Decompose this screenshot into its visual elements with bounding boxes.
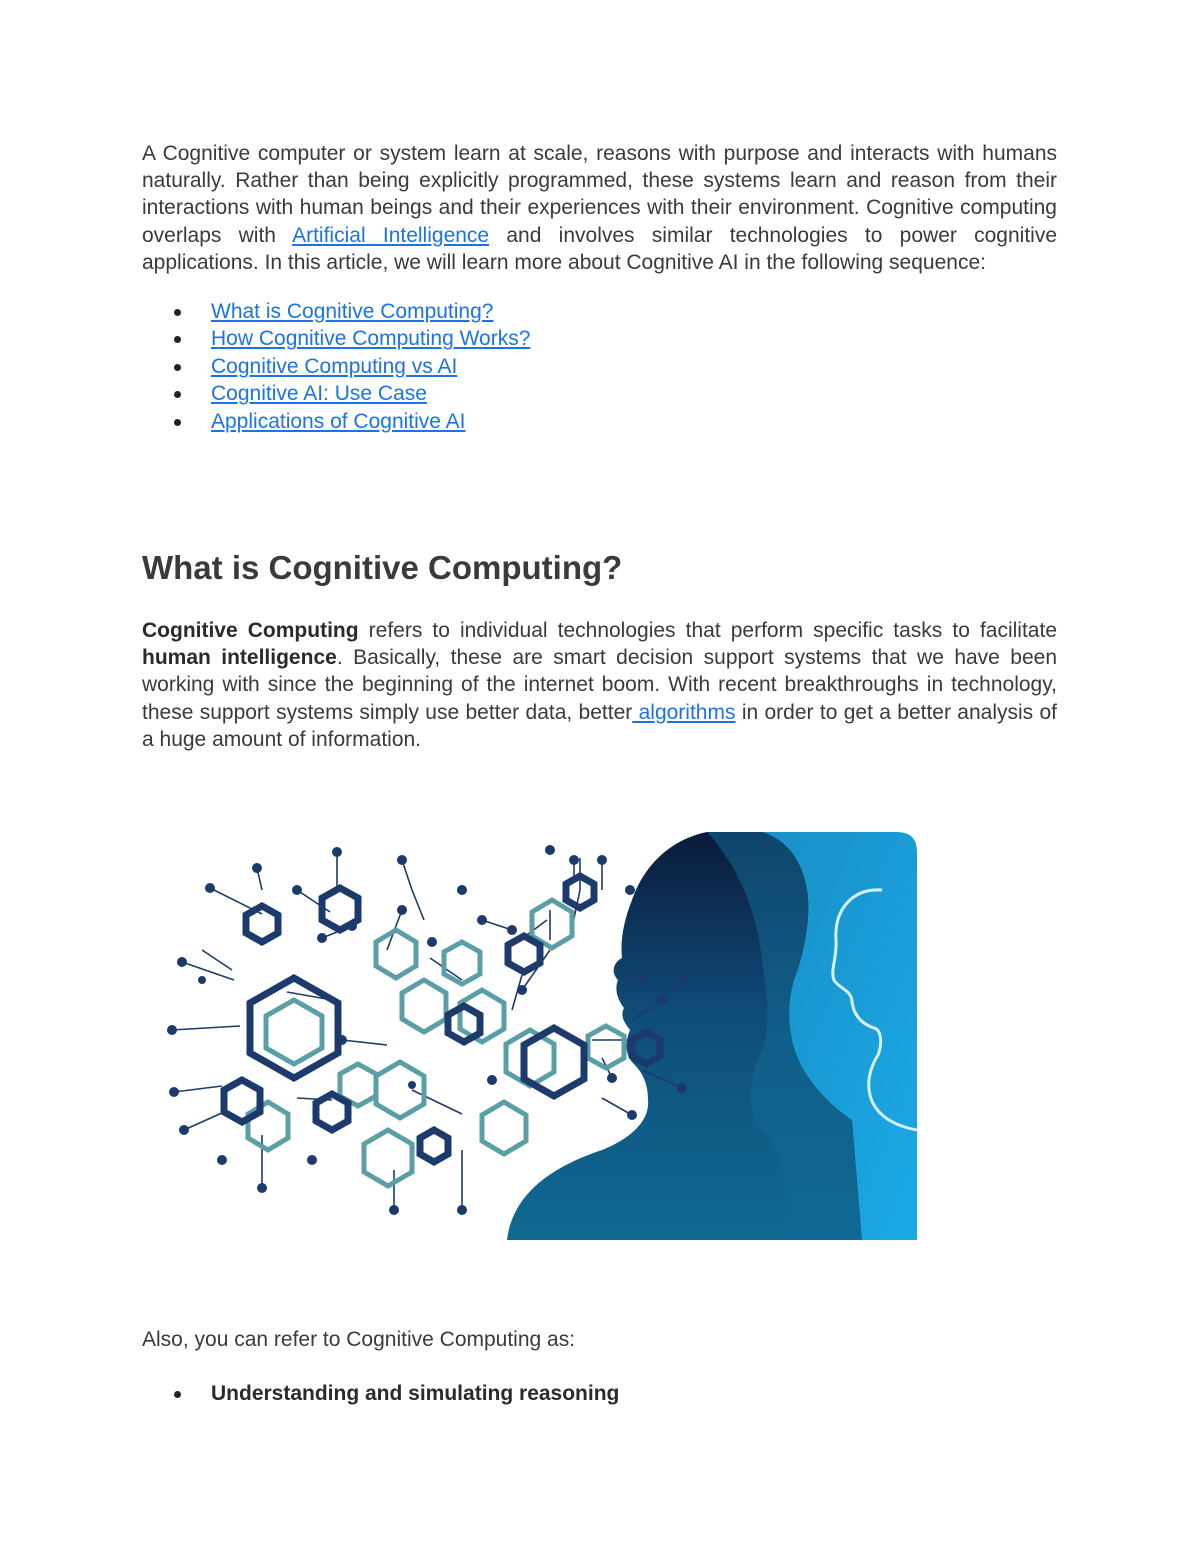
section-text-3: in order to get a better analysis of a huge amount of information. (142, 700, 1058, 751)
aspect-item-label: Understanding and simulating reasoning (211, 1382, 620, 1405)
bullet-icon (174, 364, 181, 371)
toc-item (174, 408, 1057, 435)
term-human-intelligence: human intelligence (142, 646, 337, 670)
intro-paragraph (142, 140, 1057, 276)
toc-item (174, 353, 1057, 380)
document-page (142, 140, 1058, 1405)
cognitive-illustration (162, 830, 918, 1242)
section-text-1: refers to individual technologies that perform specific tasks to facilitate (358, 619, 1058, 642)
aspect-item (174, 1380, 619, 1407)
intro-text-1: A Cognitive computer or system learn at scale, reasons with purpose and interacts with humans naturally. Rather than being explicitly programmed, these systems learn and reason from their interactions with human beings and their experiences with their environment. Cognitive computing overlaps with (142, 142, 1057, 247)
bullet-icon (174, 391, 181, 398)
section-heading: What is Cognitive Computing? (142, 549, 623, 586)
toc-link-use-case[interactable]: Cognitive AI: Use Case (211, 382, 427, 406)
section-paragraph (142, 617, 1057, 753)
toc-item (174, 325, 1057, 352)
section-text-2: . Basically, these are smart decision support systems that we have been working with since the beginning of the internet boom. With recent breakthroughs in technology, these support systems simply use better data, better (142, 646, 1058, 724)
bullet-icon (174, 1391, 181, 1398)
toc-link-applications[interactable]: Applications of Cognitive AI (211, 409, 466, 433)
algorithms-link[interactable]: algorithms (632, 700, 736, 724)
toc-item (174, 298, 1057, 325)
toc-item (174, 380, 1057, 407)
toc-link-how-works[interactable]: How Cognitive Computing Works? (211, 327, 531, 351)
bullet-icon (174, 309, 181, 316)
bullet-icon (174, 336, 181, 343)
aspects-list (142, 1380, 619, 1407)
term-cognitive-computing: Cognitive Computing (142, 619, 359, 642)
also-paragraph: Also, you can refer to Cognitive Computing as: (142, 1328, 576, 1351)
artificial-intelligence-link[interactable]: Artificial Intelligence (292, 223, 490, 247)
intro-text-2: and involves similar technologies to power cognitive applications. In this article, we will learn more about Cognitive AI in the following sequence: (142, 223, 1058, 274)
toc-link-vs-ai[interactable]: Cognitive Computing vs AI (211, 354, 458, 378)
table-of-contents (142, 298, 1057, 435)
toc-link-what-is[interactable]: What is Cognitive Computing? (211, 300, 494, 324)
bullet-icon (174, 419, 181, 426)
